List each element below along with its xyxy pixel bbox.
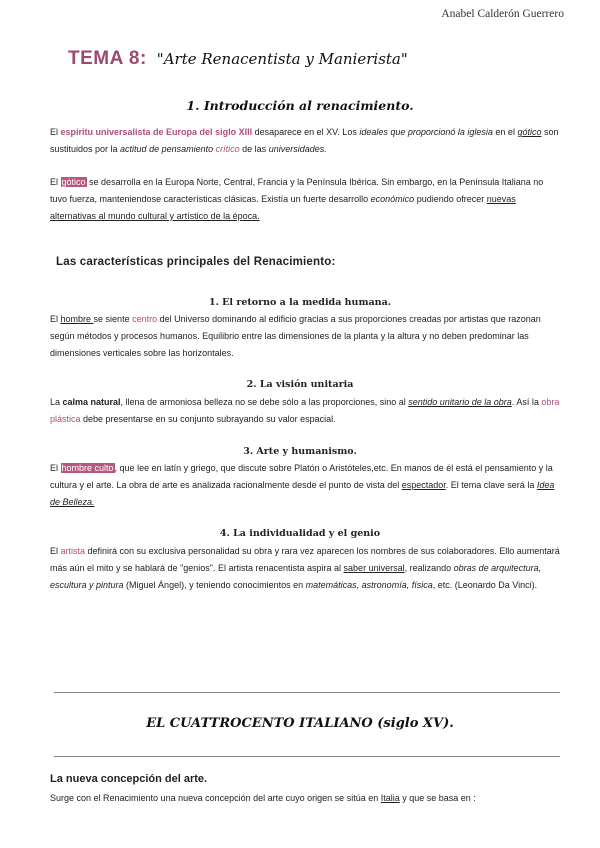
section-2-paragraph: La calma natural, llena de armoniosa belleza no se debe sólo a las proporciones, sino al sentido unitario de la obra. Así la obra plástica debe presentarse en su conjunto subrayando su valor espacial.: [50, 397, 560, 424]
section-3-heading: 3. Arte y humanismo.: [243, 446, 357, 457]
tema-label: TEMA 8:: [68, 48, 147, 69]
section-1-paragraph: El hombre se siente centro del Universo dominando al edificio gracias a sus proporciones creadas por artistas que razonan según métodos y procesos humanos. Equilibrio entre las dimensiones de la planta y la altura y no deben predominar las dimensiones verticales sobre las horizontales.: [50, 314, 541, 358]
intro-paragraph-1: El espíritu universalista de Europa del siglo XIII desaparece en el XV. Los ideales que proporcionó la iglesia en el gótico son sustituidos por la actitud de pensamiento crítico de las universidades.: [50, 127, 559, 154]
tema-subtitle: "Arte Renacentista y Manierista": [156, 50, 408, 68]
divider-top: [54, 692, 560, 693]
characteristics-heading: Las características principales del Renacimiento:: [56, 256, 336, 268]
section-2-heading: 2. La visión unitaria: [246, 379, 354, 390]
intro-heading: 1. Introducción al renacimiento.: [186, 98, 414, 113]
cuatrocento-heading: EL CUATTROCENTO ITALIANO (siglo XV).: [146, 716, 454, 731]
section-4-heading: 4. La individualidad y el genio: [219, 528, 381, 539]
section-1-heading: 1. El retorno a la medida humana.: [208, 297, 392, 308]
section-3-paragraph: El hombre culto, que lee en latín y griego, que discute sobre Platón o Aristóteles,etc. En manos de él está el pensamiento y la cultura y el arte. La obra de arte es analizada racionalmente desde el punto de vista del espectador. El tema clave será la Idea de Belleza.: [50, 463, 555, 507]
intro-paragraph-2: El gótico se desarrolla en la Europa Norte, Central, Francia y la Península Ibérica. Sin embargo, en la Península Italiana no tuvo fuerza, manteniendose características clásicas. Existía un fuerte desarrollo económico pudiendo ofrecer nuevas alternativas al mundo cultural y artístico de la época.: [50, 177, 544, 221]
cuatrocento-paragraph: Surge con el Renacimiento una nueva concepción del arte cuyo origen se sitúa en Italia y que se basa en :: [50, 793, 476, 803]
divider-bottom: [54, 756, 560, 757]
author-header: Anabel Calderón Guerrero: [441, 8, 564, 20]
document-title: [68, 48, 408, 70]
nueva-concepcion-heading: La nueva concepción del arte.: [50, 773, 208, 785]
section-4-paragraph: El artista definirá con su exclusiva personalidad su obra y rara vez aparecen los nombres de sus colaboradores. Ello aumentará más aún el mito y se hablará de "genios". El artista renacentista aspira al saber universal, realizando obras de arquitectura, escultura y pintura (Miguel Ángel), y teniendo conocimientos en matemáticas, astronomía, física, etc. (Leonardo Da Vinci).: [50, 546, 560, 590]
